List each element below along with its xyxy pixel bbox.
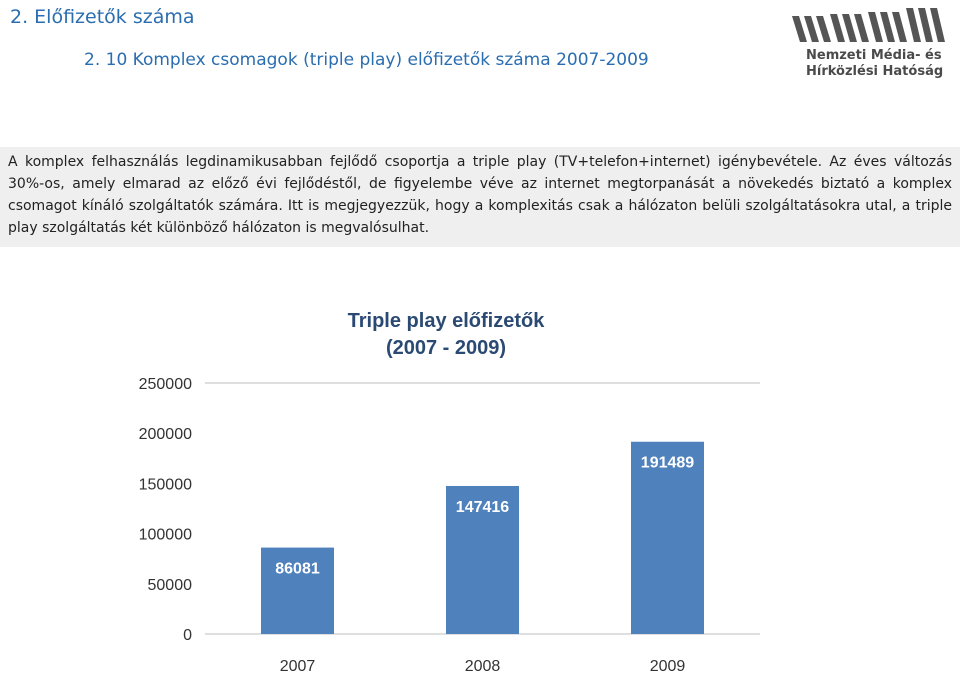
chart-svg	[0, 290, 960, 673]
y-tick-label: 150000	[138, 476, 192, 494]
y-tick-label: 50000	[147, 576, 192, 594]
x-tick-label: 2007	[279, 658, 316, 673]
chart-title-line1: Triple play előfizetők	[347, 310, 545, 332]
chart-title-line2: (2007 - 2009)	[385, 337, 507, 359]
x-tick-label: 2008	[464, 658, 501, 673]
description-paragraph: A komplex felhasználás legdinamikusabban fejlődő csoportja a triple play (TV+telefon+internet) igénybevétele. Az éves változás 30%-os, amely elmarad az előző évi fejlődéstől, de figyelembe véve az internet megtorpanását a növekedés biztató a komplex csomagot kínáló szolgáltatók számára. Itt is megjegyezzük, hogy a komplexitás csak a hálózaton belüli szolgáltatásokra utal, a triple play szolgáltatás két különböző hálózaton is megvalósulhat.	[0, 147, 960, 247]
logo-stripes-icon	[790, 4, 950, 44]
bar-value-label: 86081	[275, 560, 320, 578]
logo-text-line1: Nemzeti Média- és	[806, 48, 942, 63]
section-title: 2. Előfizetők száma	[10, 6, 195, 28]
triple-play-chart	[0, 290, 960, 673]
y-tick-label: 250000	[138, 376, 192, 393]
y-tick-label: 0	[183, 627, 192, 644]
y-tick-label: 200000	[138, 426, 192, 444]
x-tick-label: 2009	[649, 658, 686, 673]
logo-text-line2: Hírközlési Hatóság	[806, 64, 944, 79]
y-tick-label: 100000	[138, 526, 192, 544]
nmhh-logo	[790, 4, 950, 84]
bar-value-label: 191489	[640, 454, 695, 472]
bar-value-label: 147416	[455, 498, 510, 516]
subsection-title: 2. 10 Komplex csomagok (triple play) előfizetők száma 2007-2009	[84, 50, 649, 70]
